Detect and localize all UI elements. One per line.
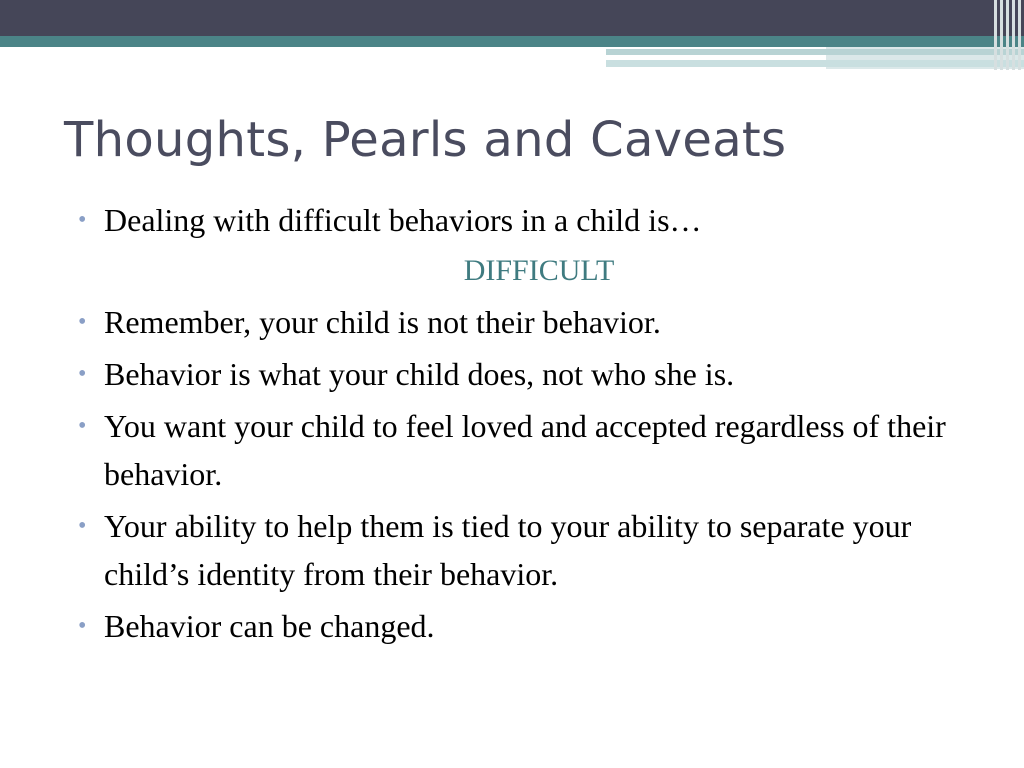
bullet-item: [76, 298, 976, 346]
header-light-stripe-lower: [606, 60, 1024, 67]
bullet-text: You want your child to feel loved and accepted regardless of their behavior.: [104, 408, 946, 492]
bullet-text: Remember, your child is not their behavior.: [104, 304, 661, 340]
emphasis-text: DIFFICULT: [463, 254, 615, 287]
header-teal-band: [0, 36, 1024, 47]
header-dark-band: [0, 0, 1024, 36]
bullet-icon: •: [78, 309, 87, 335]
bullet-icon: •: [78, 207, 87, 233]
header-light-stripe: [606, 49, 1024, 55]
bullet-item: [76, 502, 976, 598]
bullet-icon: •: [78, 513, 87, 539]
slide-title: Thoughts, Pearls and Caveats: [64, 112, 787, 168]
bullet-item: [76, 350, 976, 398]
bullet-icon: •: [78, 361, 87, 387]
bullet-icon: •: [78, 413, 87, 439]
bullet-item: [76, 602, 976, 650]
bullet-list: [76, 196, 976, 654]
bullet-item: [76, 196, 976, 244]
bullet-item: [76, 402, 976, 498]
bullet-icon: •: [78, 613, 87, 639]
bullet-text: Dealing with difficult behaviors in a child is…: [104, 202, 702, 238]
bullet-text: Behavior is what your child does, not who she is.: [104, 356, 735, 392]
bullet-text: Your ability to help them is tied to your ability to separate your child’s identity from their behavior.: [104, 508, 912, 592]
bullet-text: Behavior can be changed.: [104, 608, 435, 644]
header-vertical-bars: [992, 0, 1024, 70]
